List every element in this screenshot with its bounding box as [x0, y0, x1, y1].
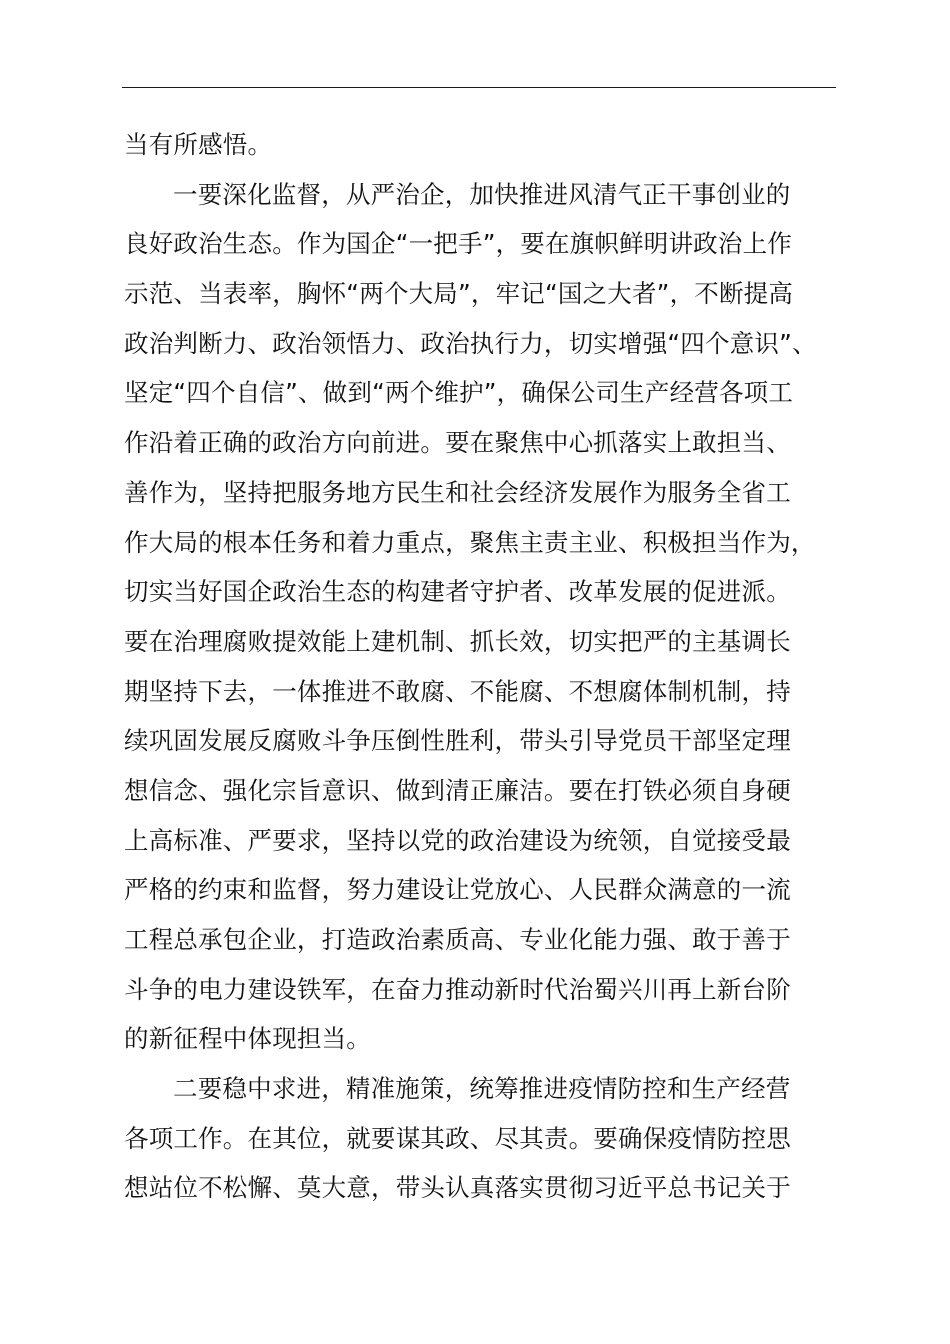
text-line: 当有所感悟。 — [124, 130, 273, 159]
text-line: 良好政治生态。作为国企“一把手”，要在旗帜鲜明讲政治上作 — [124, 229, 792, 259]
text-line: 续巩固发展反腐败斗争压倒性胜利，带头引导党员干部坚定理 — [124, 726, 791, 756]
body-text — [124, 120, 864, 1213]
header-rule — [122, 87, 836, 88]
text-line: 坚定“四个自信”、做到“两个维护”，确保公司生产经营各项工 — [124, 378, 794, 408]
text-line: 期坚持下去，一体推进不敢腐、不能腐、不想腐体制机制，持 — [124, 676, 791, 706]
text-line: 作大局的根本任务和着力重点，聚焦主责主业、积极担当作为， — [124, 527, 816, 557]
text-line: 示范、当表率，胸怀“两个大局”，牢记“国之大者”，不断提高 — [124, 279, 794, 309]
text-line: 各项工作。在其位，就要谋其政、尽其责。要确保疫情防控思 — [124, 1123, 791, 1153]
text-line: 善作为，坚持把服务地方民生和社会经济发展作为服务全省工 — [124, 477, 791, 507]
text-line: 严格的约束和监督，努力建设让党放心、人民群众满意的一流 — [124, 875, 791, 905]
text-line: 要在治理腐败提效能上建机制、抓长效，切实把严的主基调长 — [124, 626, 791, 656]
text-line: 作沿着正确的政治方向前进。要在聚焦中心抓落实上敢担当、 — [124, 428, 791, 458]
paragraph-start-line: 一要深化监督，从严治企，加快推进风清气正干事创业的 — [173, 179, 791, 209]
text-line: 想站位不松懈、莫大意，带头认真落实贯彻习近平总书记关于 — [124, 1173, 791, 1203]
text-line: 想信念、强化宗旨意识、做到清正廉洁。要在打铁必须自身硬 — [124, 775, 791, 805]
text-line: 的新征程中体现担当。 — [124, 1024, 371, 1054]
text-line: 切实当好国企政治生态的构建者守护者、改革发展的促进派。 — [124, 577, 791, 607]
text-line: 斗争的电力建设铁军，在奋力推动新时代治蜀兴川再上新台阶 — [124, 974, 791, 1004]
text-line: 政治判断力、政治领悟力、政治执行力，切实增强“四个意识”、 — [124, 328, 817, 358]
text-line: 工程总承包企业，打造政治素质高、专业化能力强、敢于善于 — [124, 925, 791, 954]
paragraph-start-line: 二要稳中求进，精准施策，统筹推进疫情防控和生产经营 — [173, 1074, 791, 1104]
text-line: 上高标准、严要求，坚持以党的政治建设为统领，自觉接受最 — [124, 825, 791, 855]
